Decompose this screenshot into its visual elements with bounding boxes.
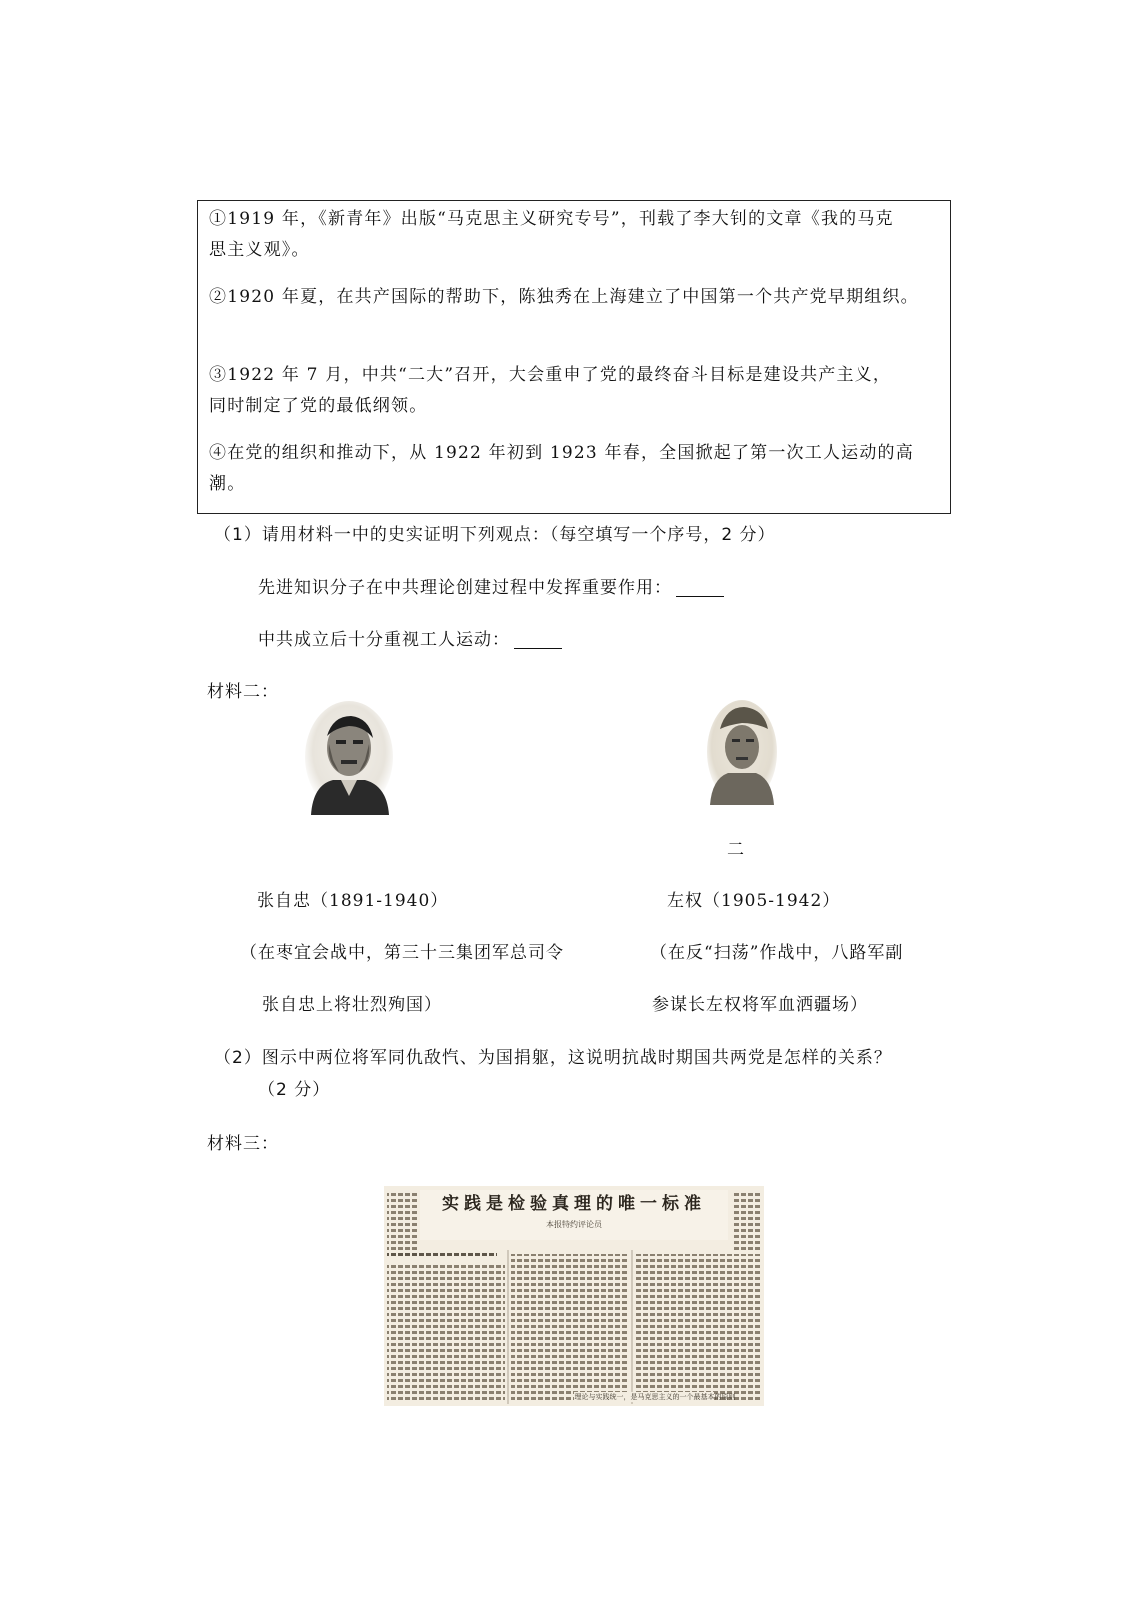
item-line: 思主义观》。 [209, 240, 310, 260]
zhang-zizhong-caption-line-2: 张自忠上将壮烈殉国） [262, 995, 442, 1015]
zhang-zizhong-photo [303, 700, 395, 815]
item-line: ①1919 年，《新青年》出版“马克思主义研究专号”，刊载了李大钊的文章《我的马克 [209, 209, 894, 229]
item-line: ④在党的组织和推动下，从 1922 年初到 1923 年春，全国掀起了第一次工人运动的高 [209, 443, 914, 463]
portrait-icon [303, 700, 395, 815]
zuo-quan-photo [706, 699, 778, 805]
question-1-prompt: （1）请用材料一中的史实证明下列观点：（每空填写一个序号，2 分） [214, 525, 776, 545]
material-three-heading: 材料三： [207, 1134, 279, 1154]
zuo-quan-caption-line-1: （在反“扫荡”作战中，八路军副 [650, 943, 904, 963]
material-one-box [197, 200, 951, 514]
question-1-sub-2 [258, 625, 562, 655]
question-2-line-2: （2 分） [258, 1080, 331, 1100]
newspaper-bottom-line: 理论与实践统一，是马克思主义的一个最基本的原则 [574, 1393, 736, 1401]
item-line: ②1920 年夏，在共产国际的帮助下，陈独秀在上海建立了中国第一个共产党早期组织。 [209, 287, 919, 307]
stray-character: 二 [727, 840, 745, 860]
question-2-line-1: （2）图示中两位将军同仇敌忾、为国捐躯，这说明抗战时期国共两党是怎样的关系？ [214, 1048, 892, 1068]
sub-1-text: 先进知识分子在中共理论创建过程中发挥重要作用： [258, 578, 672, 598]
zuo-quan-caption-line-2: 参谋长左权将军血洒疆场） [652, 995, 868, 1015]
item-line: 同时制定了党的最低纲领。 [209, 396, 428, 416]
material-one-item-3 [209, 360, 949, 422]
portrait-icon [706, 699, 778, 805]
newspaper-texture-icon [384, 1186, 764, 1406]
sub-2-text: 中共成立后十分重视工人运动： [258, 630, 510, 650]
item-line: ③1922 年 7 月，中共“二大”召开，大会重申了党的最终奋斗目标是建设共产主义， [209, 365, 892, 385]
answer-blank-2[interactable] [514, 630, 562, 649]
zuo-quan-name: 左权（1905-1942） [667, 891, 841, 911]
material-one-item-1 [209, 204, 949, 266]
newspaper-image [384, 1186, 764, 1406]
answer-blank-1[interactable] [676, 578, 724, 597]
material-one-item-4 [209, 438, 949, 500]
item-line: 潮。 [209, 474, 246, 494]
zhang-zizhong-name: 张自忠（1891-1940） [257, 891, 449, 911]
question-1-sub-1 [258, 573, 724, 603]
newspaper-byline: 本报特约评论员 [546, 1220, 602, 1229]
zhang-zizhong-caption-line-1: （在枣宜会战中，第三十三集团军总司令 [240, 943, 564, 963]
newspaper-headline: 实践是检验真理的唯一标准 [442, 1194, 706, 1214]
material-two-heading: 材料二： [207, 682, 279, 702]
material-one-item-2 [209, 282, 949, 313]
